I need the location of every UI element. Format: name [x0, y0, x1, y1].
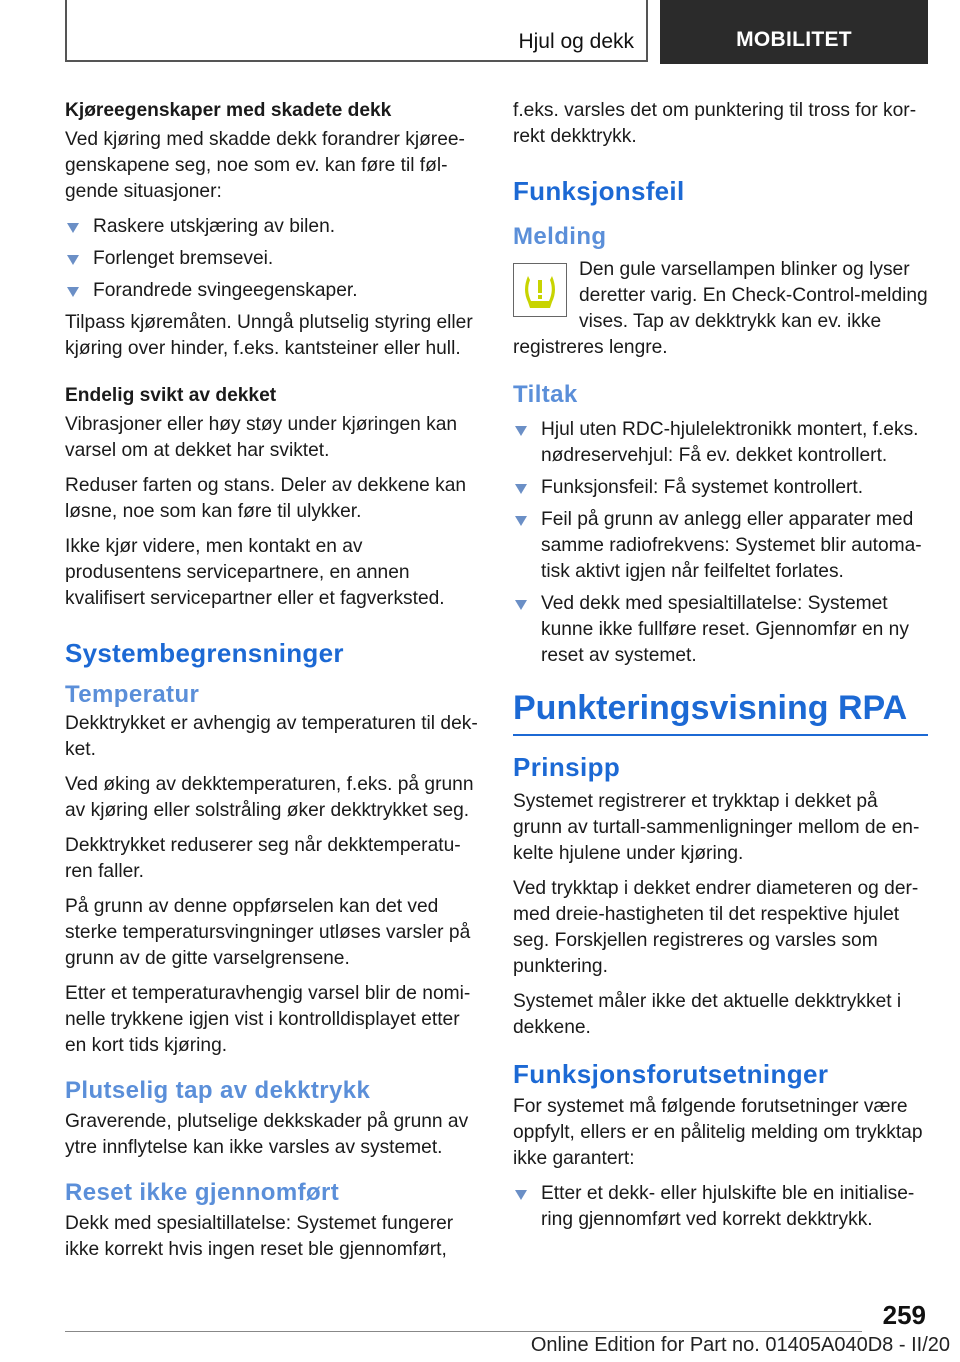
tyre-failure-title: Endelig svikt av dekket — [65, 385, 277, 406]
malfunction-heading: Funksjonsfeil — [513, 176, 685, 206]
damaged-tyre-intro: Ved kjøring med skadde dekk forandrer kjøreegenskapene seg, noe som ev. kan føre til følgende situasjoner: — [65, 129, 465, 202]
reset-not-done-text: Dekk med spesialtillatelse: Systemet fungerer ikke korrekt hvis ingen reset ble gjennomført, — [65, 1213, 454, 1260]
bullet-triangle-icon — [67, 287, 79, 297]
list-item: Feil på grunn av anlegg eller apparater med samme radiofrekvens: Systemet blir automatisk aktivt igjen når feilfeltet forlates. — [513, 507, 928, 585]
temperature-p4: På grunn av denne oppførselen kan det ved sterke temperatursvingninger utløses varsler på grunn av de gitte varselgrensene. — [65, 896, 471, 969]
list-item: Forlenget bremsevei. — [65, 246, 480, 272]
page-number: 259 — [882, 1300, 926, 1330]
actions-heading: Tiltak — [513, 381, 578, 408]
sudden-loss-heading: Plutselig tap av dekktrykk — [65, 1077, 371, 1104]
footer-edition: Online Edition for Part no. 01405A040D8 - II/20 — [530, 1334, 950, 1356]
temperature-p1: Dekktrykket er avhengig av temperaturen til dekket. — [65, 713, 478, 760]
principle-p2: Ved trykktap i dekket endrer diameteren og dermed dreie-hastigheten til det respektive hjulet seg. Forskjellen registreres og varsles som punktering. — [513, 878, 919, 977]
page-header — [65, 0, 928, 64]
principle-p3: Systemet måler ikke det aktuelle dekktrykket i dekkene. — [513, 991, 902, 1038]
chapter-title: MOBILITET — [736, 28, 852, 51]
header-section-box — [65, 0, 648, 62]
prerequisites-list — [513, 1181, 928, 1233]
list-item: Ved dekk med spesialtillatelse: Systemet kunne ikke fullføre reset. Gjennomfør en ny reset av systemet. — [513, 591, 928, 669]
list-item: Raskere utskjæring av bilen. — [65, 214, 480, 240]
principle-heading: Prinsipp — [513, 752, 621, 782]
list-item: Forandrede svingeegenskaper. — [65, 278, 480, 304]
list-item: Funksjonsfeil: Få systemet kontrollert. — [513, 475, 928, 501]
tyre-failure-p3: Ikke kjør videre, men kontakt en av produsentens servicepartnere, en annen kvalifisert servicepartner eller et fagverksted. — [65, 536, 445, 609]
left-column — [65, 98, 480, 1272]
tire-pressure-warning-icon — [513, 263, 567, 317]
reset-not-done-heading: Reset ikke gjennomført — [65, 1179, 340, 1206]
header-chapter-box — [660, 0, 928, 64]
right-column — [513, 98, 928, 1239]
system-limits-heading: Systembegrensninger — [65, 638, 344, 668]
actions-list — [513, 417, 928, 669]
bullet-triangle-icon — [515, 426, 527, 436]
bullet-triangle-icon — [515, 484, 527, 494]
message-heading: Melding — [513, 223, 607, 250]
section-title: Hjul og dekk — [518, 30, 634, 53]
footer-divider — [65, 1331, 862, 1332]
prerequisites-heading: Funksjonsforutsetninger — [513, 1059, 829, 1089]
message-text: Den gule varsellampen blinker og lyser deretter varig. En Check-Control-melding vises. Tap av dekktrykk kan ev. ikke registreres lengre. — [513, 259, 928, 358]
temperature-p3: Dekktrykket reduserer seg når dekktemperaturen faller. — [65, 835, 461, 882]
prerequisites-text: For systemet må følgende forutsetninger være oppfylt, ellers er en pålitelig melding om trykktap ikke garantert: — [513, 1096, 923, 1169]
damaged-tyre-outro: Tilpass kjøremåten. Unngå plutselig styring eller kjøring over hinder, f.eks. kantsteiner eller hull. — [65, 312, 473, 359]
tyre-failure-p1: Vibrasjoner eller høy støy under kjøringen kan varsel om at dekket har sviktet. — [65, 414, 458, 461]
bullet-triangle-icon — [515, 516, 527, 526]
temperature-p5: Etter et temperaturavhengig varsel blir de nominelle trykkene igjen vist i kontrolldisplayet etter en kort tids kjøring. — [65, 983, 471, 1056]
bullet-triangle-icon — [515, 600, 527, 610]
temperature-heading: Temperatur — [65, 681, 200, 708]
list-item: Hjul uten RDC-hjulelektronikk montert, f.eks. nødreservehjul: Få ev. dekket kontrollert. — [513, 417, 928, 469]
rpa-heading: Punkteringsvisning RPA — [513, 689, 928, 736]
temperature-p2: Ved øking av dekktemperaturen, f.eks. på grunn av kjøring eller solstråling øker dekktrykket seg. — [65, 774, 474, 821]
damaged-tyre-list — [65, 214, 480, 304]
bullet-triangle-icon — [515, 1190, 527, 1200]
bullet-triangle-icon — [67, 223, 79, 233]
sudden-loss-text: Graverende, plutselige dekkskader på grunn av ytre innflytelse kan ikke varsles av systemet. — [65, 1111, 469, 1158]
tyre-failure-p2: Reduser farten og stans. Deler av dekkene kan løsne, noe som kan føre til ulykker. — [65, 475, 467, 522]
bullet-triangle-icon — [67, 255, 79, 265]
damaged-tyre-title: Kjøreegenskaper med skadete dekk — [65, 100, 392, 121]
principle-p1: Systemet registrerer et trykktap i dekket på grunn av turtall-sammenligninger mellom de enkelte hjulene under kjøring. — [513, 791, 920, 864]
continued-text: f.eks. varsles det om punktering til tross for korrekt dekktrykk. — [513, 100, 917, 147]
list-item: Etter et dekk- eller hjulskifte ble en initialisering gjennomført ved korrekt dekktrykk. — [513, 1181, 928, 1233]
